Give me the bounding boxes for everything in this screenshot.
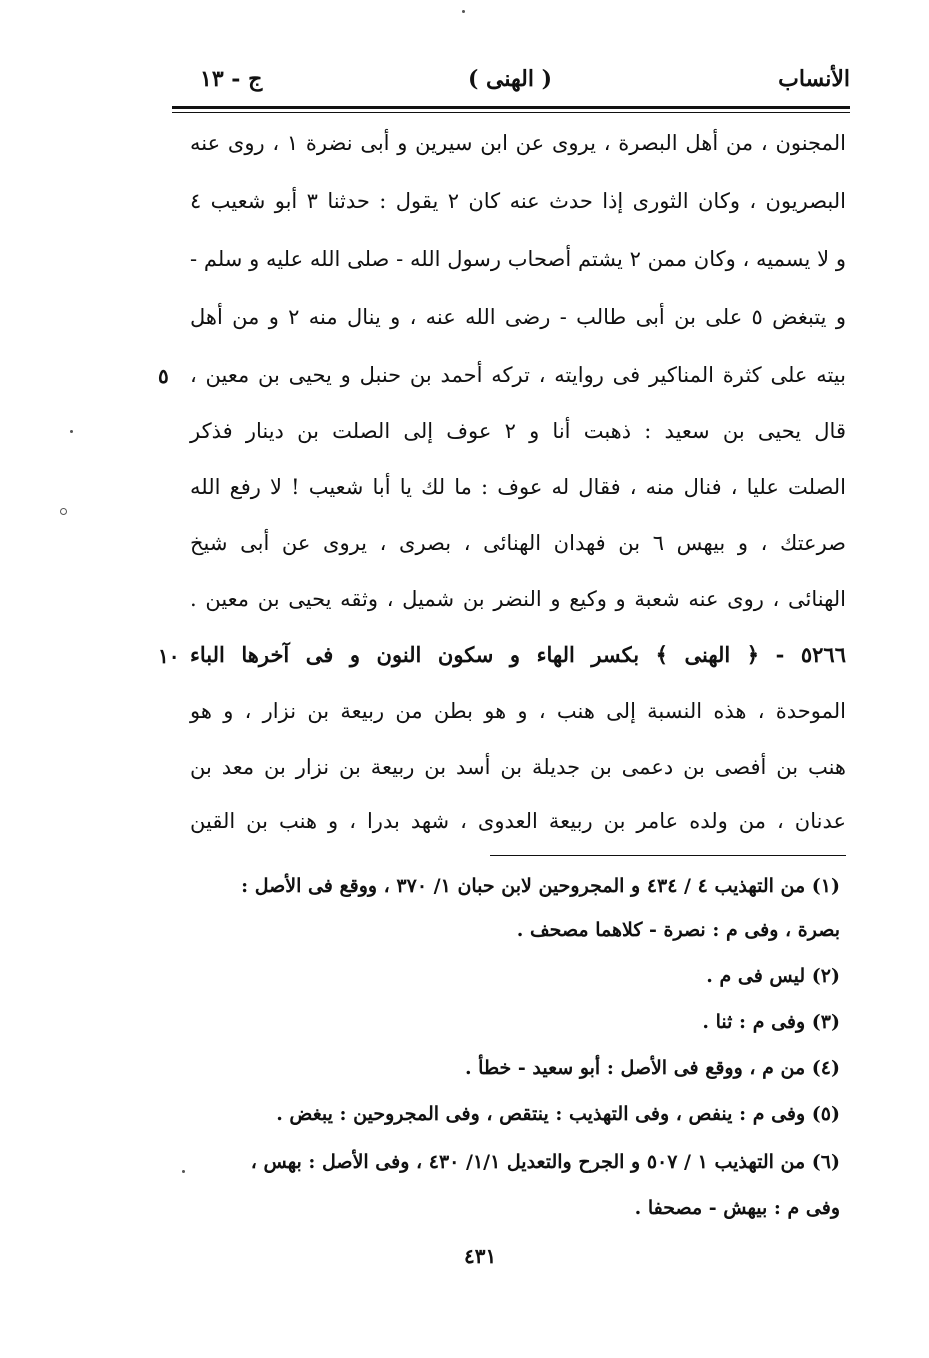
body-line: البصريون ، وكان الثورى إذا حدث عنه كان ٢ يقول : حدثنا ٣ أبو شعيب ٤	[190, 189, 846, 213]
footnote-separator	[490, 855, 846, 856]
body-line: هنب بن أفصى بن دعمى بن جديلة بن أسد بن ربيعة بن نزار بن معد بن	[190, 755, 846, 779]
body-line: صرعتك ، و بيهس ٦ بن فهدان الهنائى ، بصرى ، يروى عن أبى شيخ	[190, 531, 846, 555]
body-line: الهنائى ، روى عنه شعبة و وكيع و النضر بن شميل ، وثقه يحيى بن معين .	[190, 587, 846, 611]
footnote-line: (٤) من م ، ووقع فى الأصل : أبو سعيد - خطأ .	[464, 1057, 840, 1079]
book-title: الأنساب	[778, 66, 850, 92]
footnote-line: (١) من التهذيب ٤ / ٤٣٤ و المجروحين لابن حبان ١/ ٣٧٠ ، ووقع فى الأصل :	[241, 875, 840, 897]
footnote-line: وفى م : بيهش - مصحفا .	[634, 1197, 840, 1219]
footnote-line: (٢) ليس فى م .	[706, 965, 840, 987]
running-header	[170, 66, 850, 102]
body-line: عدنان ، من ولده عامر بن ربيعة العدوى ، شهد بدرا ، و هنب بن القين	[190, 809, 846, 833]
scan-speck	[60, 508, 67, 515]
page-number: ٤٣١	[464, 1244, 497, 1268]
header-rule-thin	[172, 112, 850, 113]
footnote-line: (٦) من التهذيب ١ / ٥٠٧ و الجرح والتعديل ١/١/ ٤٣٠ ، وفى الأصل : بهس ،	[250, 1151, 840, 1173]
footnote-line: (٥) وفى م : ينفص ، وفى التهذيب : ينتقص ، وفى المجروحين : يبغض .	[276, 1103, 840, 1125]
header-rule	[172, 106, 850, 109]
margin-line-number: ١٠	[158, 644, 180, 668]
margin-line-number: ٥	[158, 364, 169, 388]
body-line: بيته على كثرة المناكير فى روايته ، تركه أحمد بن حنبل و يحيى بن معين ،	[190, 363, 846, 387]
body-line: الصلت عليا ، فنال منه ، فقال له عوف : ما لك يا أبا شعيب ! لا رفع الله	[190, 475, 846, 499]
section-title: ( الهنى )	[467, 66, 553, 92]
body-line: المجنون ، من أهل البصرة ، يروى عن ابن سيرين و أبى نضرة ١ ، روى عنه	[190, 131, 846, 155]
entry-heading-line: ٥٢٦٦ - ﴿ الهنى ﴾ بكسر الهاء و سكون النون و فى آخرها الباء	[190, 642, 846, 667]
volume-label: ج - ١٣	[200, 66, 263, 92]
body-line: الموحدة ، هذه النسبة إلى هنب ، و هو بطن من ربيعة بن نزار ، و هو	[190, 699, 846, 723]
body-line: قال يحيى بن سعيد : ذهبت أنا و ٢ عوف إلى الصلت بن دينار فذكر	[190, 419, 846, 443]
scan-speck	[462, 10, 465, 13]
scan-speck	[70, 430, 73, 433]
body-line: و يتبغض ٥ على بن أبى طالب - رضى الله عنه ، و ينال منه ٢ و من أهل	[190, 305, 846, 329]
scan-speck	[182, 1170, 185, 1173]
body-line: و لا يسميه ، وكان ممن ٢ يشتم أصحاب رسول الله - صلى الله عليه و سلم -	[190, 247, 846, 271]
footnote-line: بصرة ، وفى م : نصرة - كلاهما مصحف .	[516, 919, 840, 941]
footnote-line: (٣) وفى م : ثنا .	[702, 1011, 840, 1033]
